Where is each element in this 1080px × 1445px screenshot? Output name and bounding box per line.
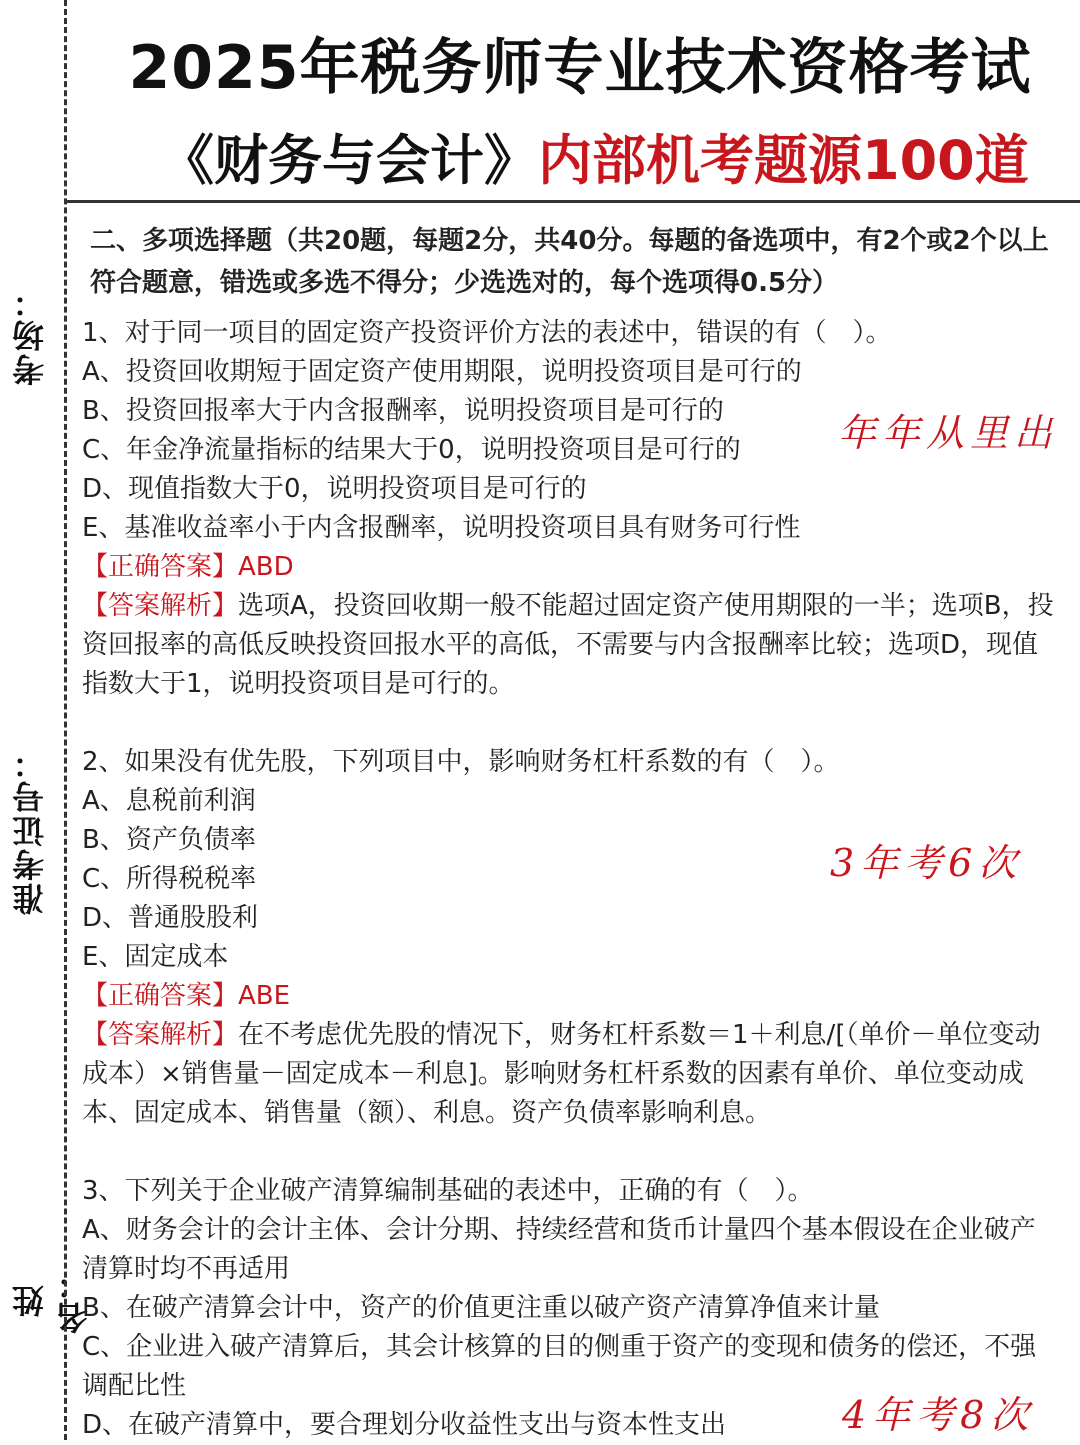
question-source-title: 内部机考题源100道 xyxy=(538,129,1029,192)
answer-label: 【正确答案】 xyxy=(82,552,239,582)
answer-value: ABE xyxy=(238,981,291,1011)
answer-value: ABD xyxy=(238,552,294,582)
question-stem: 1、对于同一项目的固定资产投资评价方法的表述中，错误的有（ ）。 xyxy=(82,318,892,348)
correct-answer xyxy=(82,548,1057,587)
answer-analysis xyxy=(82,1016,1057,1133)
option: B、在破产清算会计中，资产的价值更注重以破产资产清算净值来计量 xyxy=(82,1293,880,1323)
handwritten-note: 年年从里出 xyxy=(838,411,1059,455)
correct-answer xyxy=(82,977,1057,1016)
answer-analysis xyxy=(82,587,1057,704)
option: A、财务会计的会计主体、会计分期、持续经营和货币计量四个基本假设在企业破产清算时均不再适用 xyxy=(82,1215,1036,1284)
option: A、投资回收期短于固定资产使用期限，说明投资项目是可行的 xyxy=(82,357,802,387)
question-stem: 3、下列关于企业破产清算编制基础的表述中，正确的有（ ）。 xyxy=(82,1176,814,1206)
option: D、普通股股利 xyxy=(82,903,259,933)
option: B、资产负债率 xyxy=(82,825,256,855)
option: E、固定成本 xyxy=(82,942,229,972)
analysis-text: 选项A，投资回收期一般不能超过固定资产使用期限的一半；选项B，投资回报率的高低反映投资回报水平的高低，不需要与内含报酬率比较；选项D，现值指数大于1，说明投资项目是可行的。 xyxy=(82,591,1054,699)
option: D、现值指数大于0，说明投资项目是可行的 xyxy=(82,474,587,504)
option: B、投资回报率大于内含报酬率，说明投资项目是可行的 xyxy=(82,396,724,426)
candidate-name-label: 姓名： xyxy=(11,1266,93,1334)
option: A、息税前利润 xyxy=(82,786,256,816)
option: C、企业进入破产清算后，其会计核算的目的侧重于资产的变现和债务的偿还，不强调配比性 xyxy=(82,1332,1037,1401)
handwritten-note: 4年考8次 xyxy=(842,1393,1035,1437)
option: C、所得税税率 xyxy=(82,864,257,894)
question-stem: 2、如果没有优先股，下列项目中，影响财务杠杆系数的有（ ）。 xyxy=(82,747,840,777)
subject-title: 《财务与会计》 xyxy=(160,129,538,192)
option: C、年金净流量指标的结果大于0，说明投资项目是可行的 xyxy=(82,435,741,465)
analysis-label: 【答案解析】 xyxy=(82,591,239,621)
answer-label: 【正确答案】 xyxy=(82,981,239,1011)
handwritten-note: 3年考6次 xyxy=(830,841,1023,885)
analysis-text: 在不考虑优先股的情况下，财务杠杆系数＝1＋利息/[（单价－单位变动成本）×销售量－固定成本－利息]。影响财务杠杆系数的因素有单价、单位变动成本、固定成本、销售量（额）、利息。资产负债率影响利息。 xyxy=(82,1020,1041,1128)
section-heading: 二、多项选择题（共20题，每题2分，共40分。每题的备选项中，有2个或2个以上符合题意，错选或多选不得分；少选选对的，每个选项得0.5分） xyxy=(90,226,1049,298)
page-subtitle xyxy=(160,118,1060,195)
binding-dashed-line xyxy=(64,0,67,1440)
page-title: 2025年税务师专业技术资格考试 xyxy=(128,33,1032,103)
header-divider xyxy=(66,200,1080,203)
analysis-label: 【答案解析】 xyxy=(82,1020,239,1050)
admission-number-label: 准考证号： xyxy=(11,745,49,915)
option: D、在破产清算中，要合理划分收益性支出与资本性支出 xyxy=(82,1410,727,1440)
exam-room-label: 考场： xyxy=(11,284,49,386)
option: E、基准收益率小于内含报酬率，说明投资项目具有财务可行性 xyxy=(82,513,801,543)
